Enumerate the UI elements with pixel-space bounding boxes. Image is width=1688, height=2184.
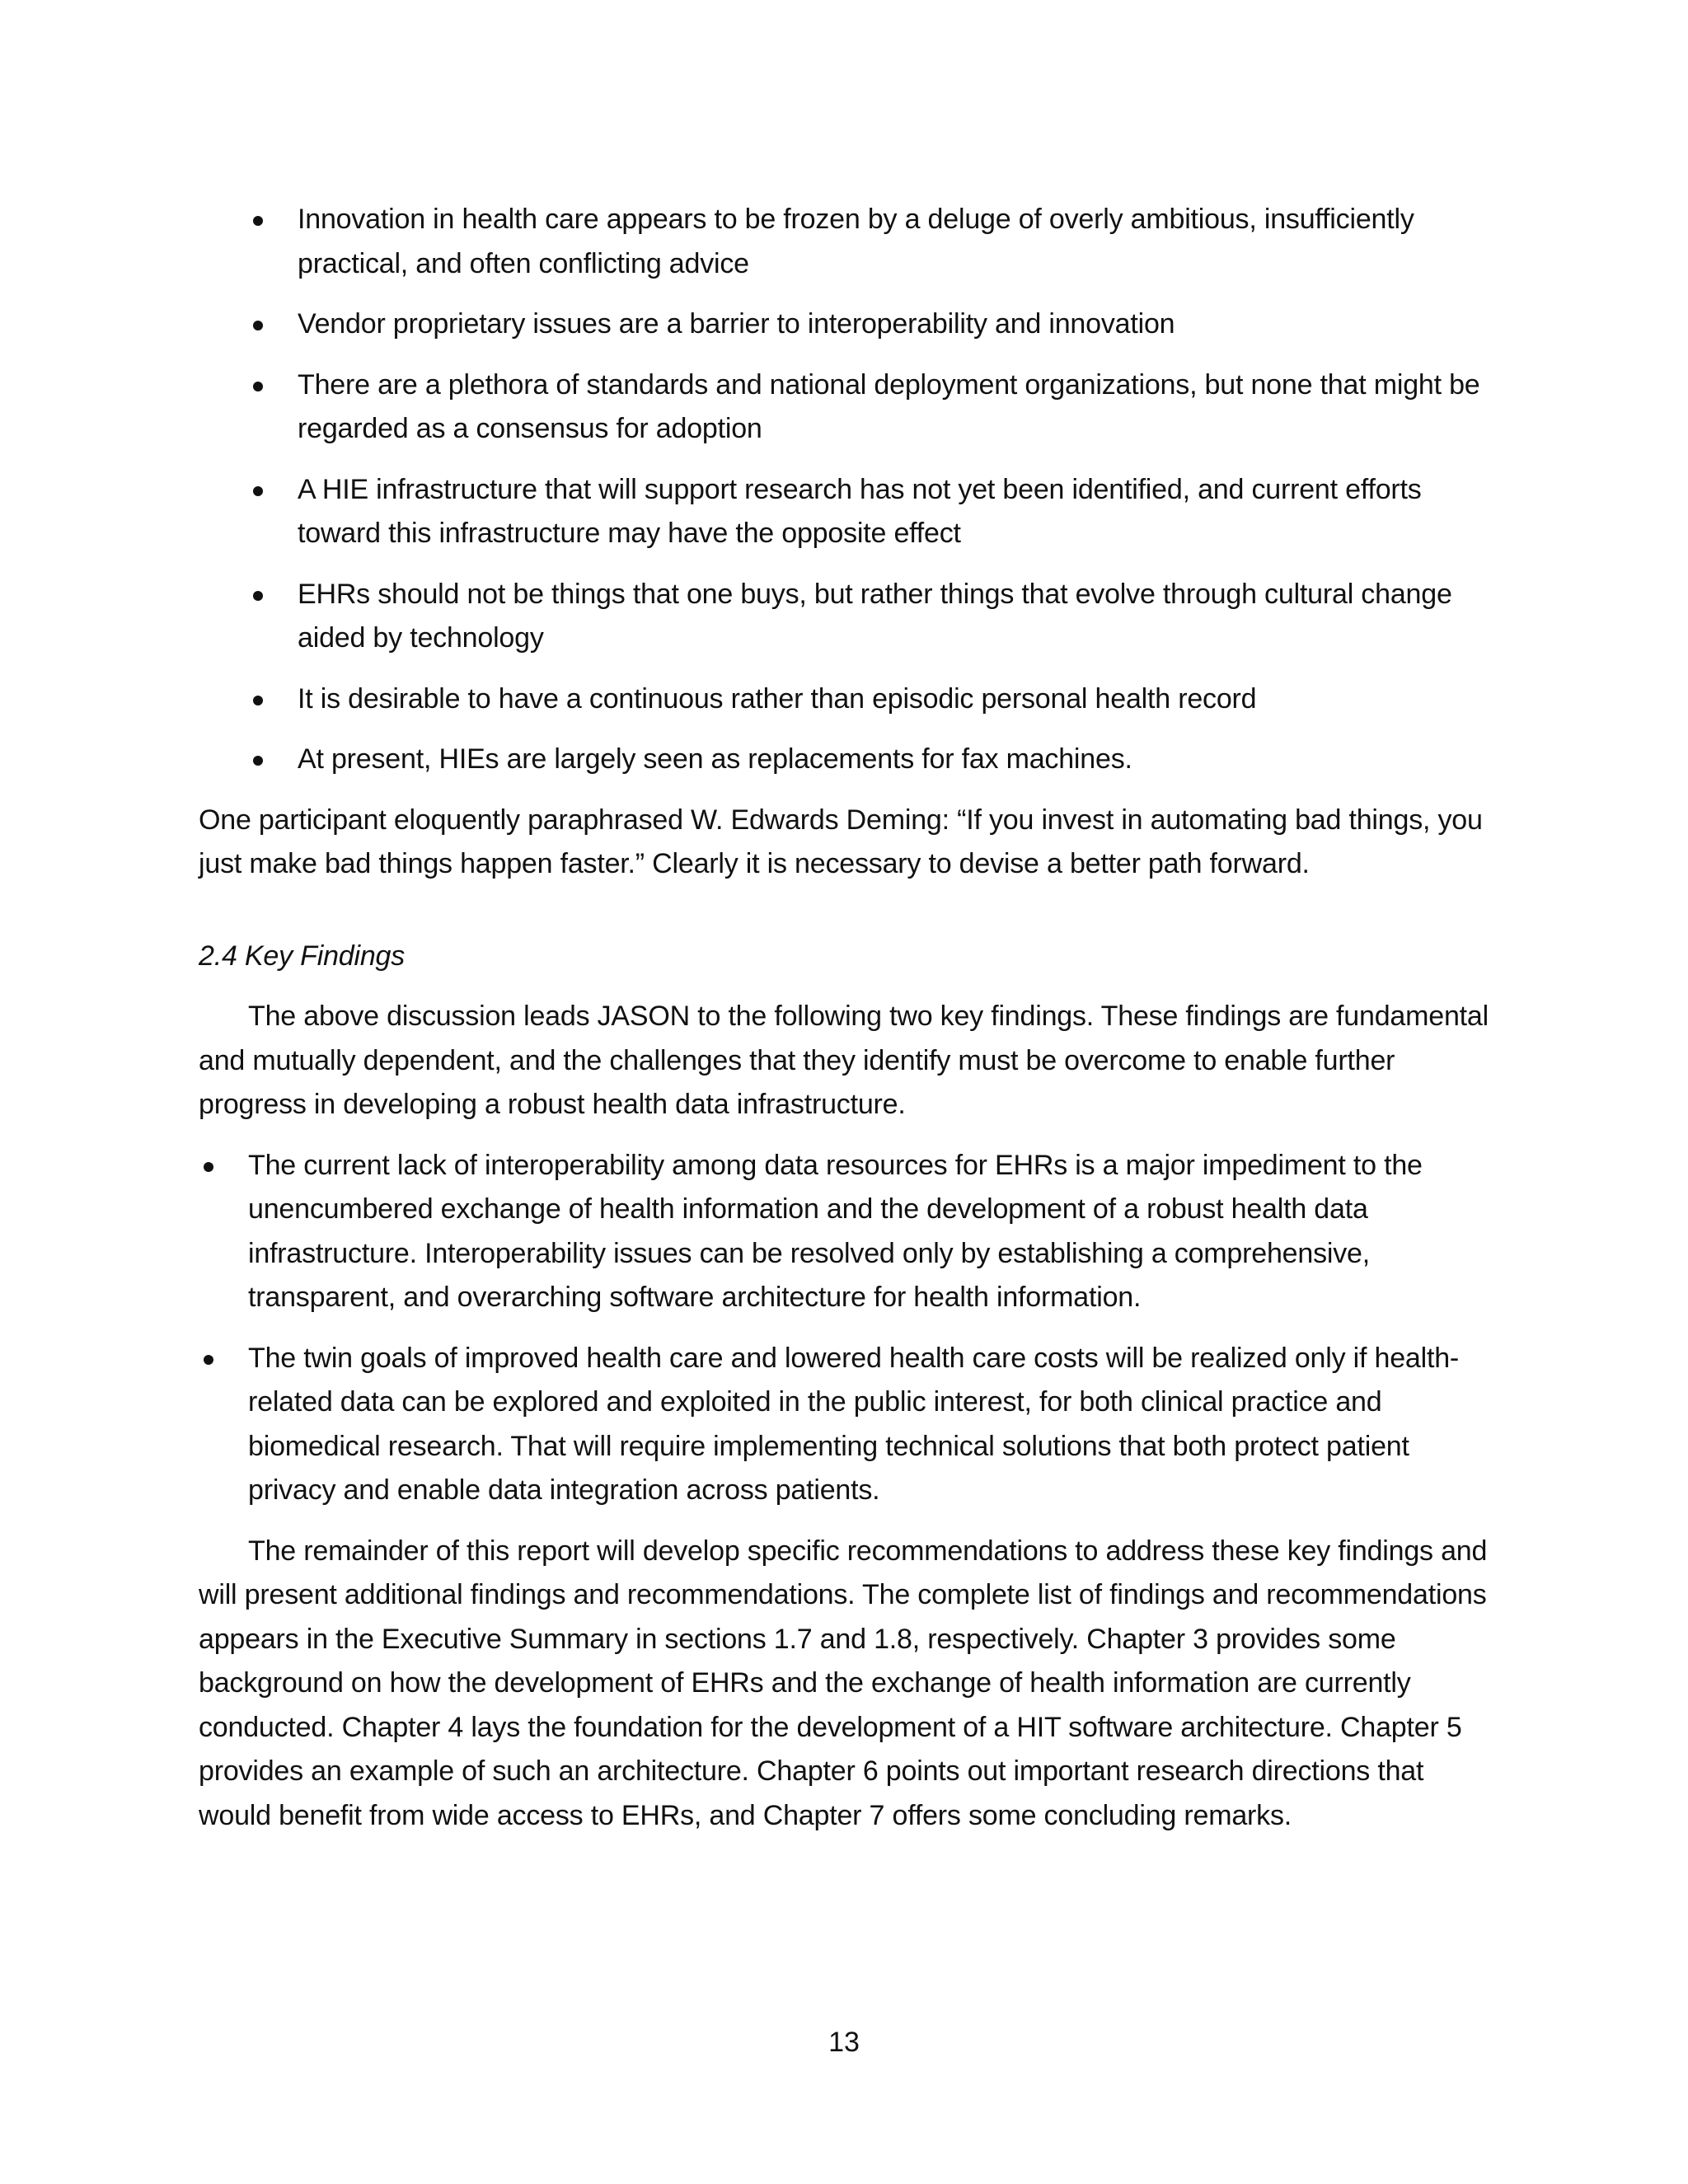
intro-paragraph: The above discussion leads JASON to the following two key findings. These findings are fundamental and mutually dependent, and the challenges that they identify must be overcome to enable further progress in developing a robust health data infrastructure. bbox=[199, 1001, 1489, 1120]
list-item: There are a plethora of standards and national deployment organizations, but none that might be regarded as a consensus for adoption bbox=[248, 363, 1493, 452]
page-number: 13 bbox=[828, 2027, 860, 2058]
list-item: EHRs should not be things that one buys, but rather things that evolve through cultural change aided by technology bbox=[248, 573, 1493, 661]
key-findings-list bbox=[199, 1144, 1493, 1513]
deming-paragraph: One participant eloquently paraphrased W. Edwards Deming: “If you invest in automating bad things, you just make bad things happen faster.” Clearly it is necessary to devise a better path forward. bbox=[199, 804, 1483, 879]
observations-list bbox=[248, 198, 1493, 782]
section-spacer bbox=[199, 887, 1493, 935]
list-item: Innovation in health care appears to be frozen by a deluge of overly ambitious, insufficiently practical, and often conflicting advice bbox=[248, 198, 1493, 286]
list-item: A HIE infrastructure that will support research has not yet been identified, and current efforts toward this infrastructure may have the opposite effect bbox=[248, 468, 1493, 556]
list-item: It is desirable to have a continuous rather than episodic personal health record bbox=[248, 677, 1493, 722]
closing-paragraph: The remainder of this report will develop specific recommendations to address these key findings and will present additional findings and recommendations. The complete list of findings and recommendations appears in the Executive Summary in sections 1.7 and 1.8, respectively. Chapter 3 provides some background on how the development of EHRs and the exchange of health information are currently conducted. Chapter 4 lays the foundation for the development of a HIT software architecture. Chapter 5 provides an example of such an architecture. Chapter 6 points out important research directions that would benefit from wide access to EHRs, and Chapter 7 offers some concluding remarks. bbox=[199, 1535, 1488, 1831]
list-item: At present, HIEs are largely seen as replacements for fax machines. bbox=[248, 738, 1493, 782]
list-item: The current lack of interoperability among data resources for EHRs is a major impediment to the unencumbered exchange of health information and the development of a robust health data infrastructure. Interoperability issues can be resolved only by establishing a comprehensive, transparent, and overarching software architecture for health information. bbox=[199, 1144, 1493, 1320]
list-item: Vendor proprietary issues are a barrier to interoperability and innovation bbox=[248, 302, 1493, 347]
list-item: The twin goals of improved health care and lowered health care costs will be realized only if health-related data can be explored and exploited in the public interest, for both clinical practice and biomedical research. That will require implementing technical solutions that both protect patient privacy and enable data integration across patients. bbox=[199, 1337, 1493, 1513]
section-heading: 2.4 Key Findings bbox=[199, 940, 406, 972]
document-page bbox=[199, 198, 1493, 1854]
